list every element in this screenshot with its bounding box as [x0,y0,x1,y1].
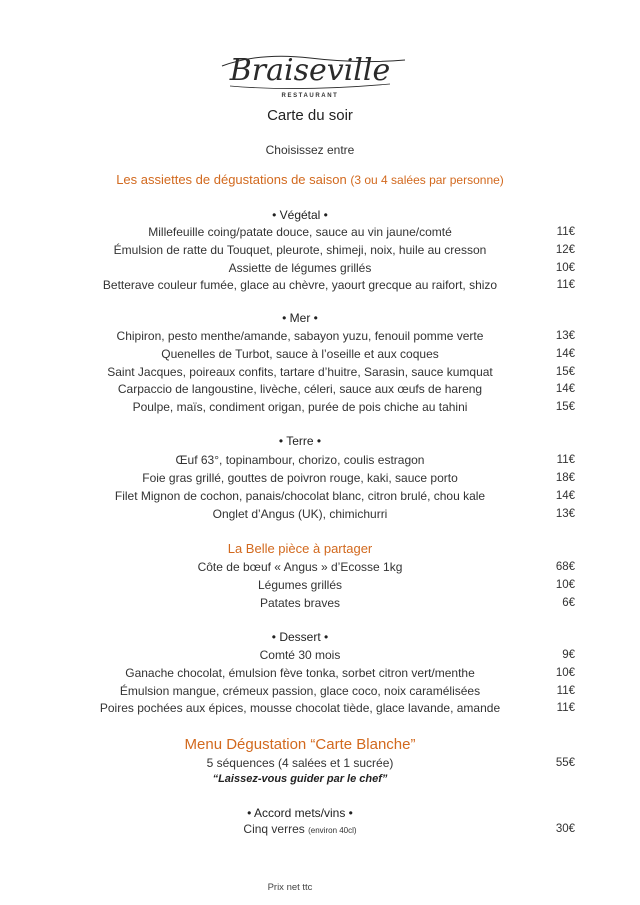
menu-item-price: 68€ [555,561,575,573]
menu-item: Poulpe, maïs, condiment origan, purée de pois chiche au tahini [132,400,468,414]
menu-item-price: 15€ [555,366,575,378]
logo-script-icon [200,46,420,96]
menu-item-price: 11€ [556,685,575,697]
menu-item-price: 15€ [555,401,575,413]
menu-carte-blanche-price: 55€ [555,757,575,769]
menu-carte-blanche-line: 5 séquences (4 salées et 1 sucrée) [206,756,394,770]
menu-item: Émulsion de ratte du Touquet, pleurote, shimeji, noix, huile au cresson [113,243,487,257]
menu-item: Betterave couleur fumée, glace au chèvre, yaourt grecque au raifort, shizo [102,278,498,292]
category-accord: • Accord mets/vins • [247,806,353,820]
menu-item: Filet Mignon de cochon, panais/chocolat blanc, citron brulé, chou kale [114,489,486,503]
menu-item: Chipiron, pesto menthe/amande, sabayon yuzu, fenouil pomme verte [116,329,484,343]
accord-line-note: (environ 40cl) [308,826,357,835]
menu-item-price: 6€ [562,597,575,609]
menu-item-price: 11€ [556,702,575,714]
menu-item: Émulsion mangue, crémeux passion, glace coco, noix caramélisées [119,684,481,698]
menu-item-price: 14€ [555,348,575,360]
menu-item: Comté 30 mois [259,648,341,662]
menu-item-price: 9€ [562,649,575,661]
section-tasting-title [0,172,620,187]
logo-script-text: Braiseville [229,53,391,88]
section-belle-piece-title: La Belle pièce à partager [227,541,373,556]
category-terre: • Terre • [278,434,322,448]
menu-item: Foie gras grillé, gouttes de poivron rouge, kaki, sauce porto [142,471,458,485]
category-mer: • Mer • [282,311,318,325]
menu-item: Millefeuille coing/patate douce, sauce au vin jaune/comté [148,225,452,239]
menu-item: Assiette de légumes grillés [228,261,372,275]
logo-subtitle: RESTAURANT [281,93,339,99]
menu-item: Onglet d’Angus (UK), chimichurri [212,507,388,521]
accord-line-text: Cinq verres [243,822,305,836]
menu-item: Carpaccio de langoustine, livèche, céleri, sauce aux œufs de hareng [117,382,483,396]
restaurant-logo [200,46,420,106]
menu-item-price: 14€ [555,383,575,395]
category-vegetal: • Végétal • [272,208,328,222]
menu-item: Quenelles de Turbot, sauce à l’oseille et aux coques [161,347,439,361]
menu-item-price: 13€ [555,508,575,520]
menu-item-price: 11€ [556,279,575,291]
menu-item: Côte de bœuf « Angus » d’Ecosse 1kg [197,560,403,574]
accord-price: 30€ [555,823,575,835]
menu-item-price: 18€ [555,472,575,484]
menu-carte-blanche-title: Menu Dégustation “Carte Blanche” [184,736,416,753]
menu-item-price: 10€ [555,667,575,679]
menu-item: Ganache chocolat, émulsion fève tonka, sorbet citron vert/menthe [125,666,475,680]
menu-item: Poires pochées aux épices, mousse chocolat tiède, glace lavande, amande [99,701,501,715]
menu-item-price: 12€ [555,244,575,256]
menu-item-price: 11€ [556,226,575,238]
menu-item-price: 11€ [556,454,575,466]
menu-item: Patates braves [259,596,341,610]
page-title: Carte du soir [267,107,353,124]
menu-item-price: 10€ [555,579,575,591]
menu-item: Œuf 63°, topinambour, chorizo, coulis estragon [175,453,425,467]
accord-line [0,822,600,838]
footer-price-note: Prix net ttc [267,882,313,893]
section-tasting-note: (3 ou 4 salées par personne) [350,173,504,187]
chef-quote: “Laissez-vous guider par le chef” [212,773,388,785]
menu-item-price: 10€ [555,262,575,274]
menu-item: Légumes grillés [257,578,343,592]
menu-item: Saint Jacques, poireaux confits, tartare d’huitre, Sarasin, sauce kumquat [107,365,493,379]
menu-item-price: 13€ [555,330,575,342]
choose-text: Choisissez entre [265,143,355,157]
menu-item-price: 14€ [555,490,575,502]
section-tasting-label: Les assiettes de dégustations de saison [116,172,347,187]
category-dessert: • Dessert • [271,630,329,644]
